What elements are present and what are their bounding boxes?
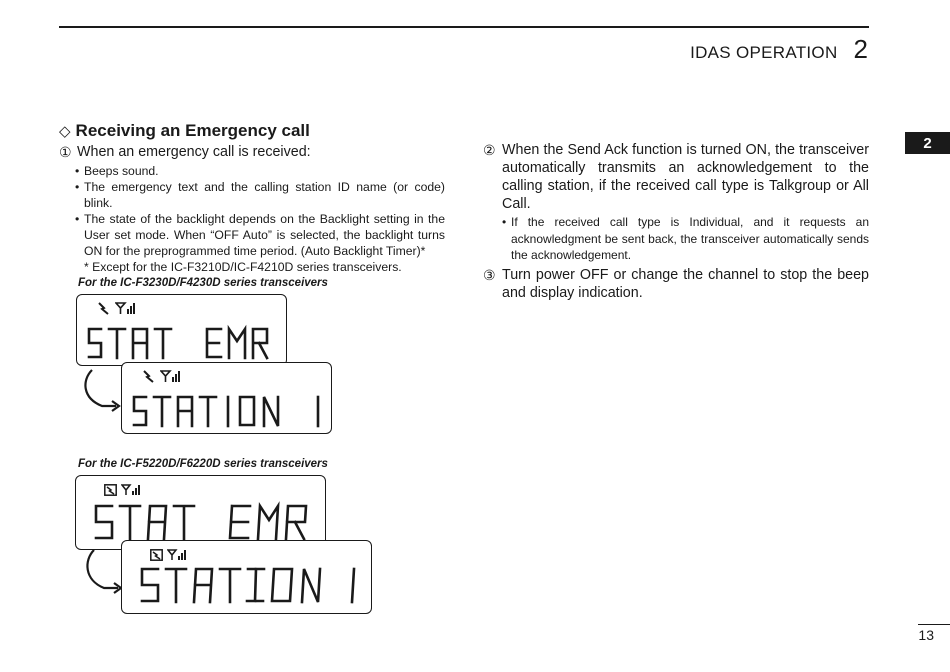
segment-display [92,502,317,542]
cycle-arrow-icon [82,548,124,594]
lightning-box-icon [104,484,117,496]
header-section-title: IDAS OPERATION [690,43,838,62]
figure-2-caption: For the IC-F5220D/F6220D series transceivers [78,458,328,470]
step-2-bullets [502,214,869,264]
antenna-signal-icon [121,484,141,496]
step-3 [483,266,869,302]
step-1-text: When an emergency call is received: [77,144,311,160]
lightning-box-icon [150,549,163,561]
signal-lightning-icon [142,369,156,383]
antenna-signal-icon [115,301,137,315]
bullet-item: • The state of the backlight depends on the Backlight setting in the User set mode. When “OFF Auto” is selected, the backlight turns ON for the preprogrammed time period. (Auto Backlight Timer)* [75,211,445,259]
step-2 [483,141,869,213]
footnote: * Except for the IC-F3210D/IC-F4210D series transceivers. [84,260,402,274]
antenna-signal-icon [167,549,187,561]
left-column [59,121,445,275]
bullet-item: • The emergency text and the calling station ID name (or code) blink. [75,179,445,211]
chapter-side-tab: 2 [905,132,950,154]
bullet-item: • If the received call type is Individual, and it requests an acknowledgment be sent back, the transceiver automatically sends the acknowledgement. [502,214,869,264]
step-1-number: ① [59,144,72,160]
signal-lightning-icon [97,301,111,315]
step-1 [59,143,445,161]
figure-1-caption: For the IC-F3230D/F4230D series transceivers [78,277,328,289]
step-2-number: ② [483,142,496,158]
step-2-text: When the Send Ack function is turned ON, the transceiver automatically transmits an acknowledgement to the calling station, if the received call type is Talkgroup or All Call. [502,142,869,212]
step-1-bullets [75,163,445,259]
header-chapter-number: 2 [853,34,868,64]
page-header [690,34,868,65]
right-column [483,141,869,302]
diamond-icon: ◇ [59,123,71,140]
antenna-signal-icon [160,369,182,383]
segment-display [132,393,327,429]
bullet-item: • Beeps sound. [75,163,445,179]
top-rule [59,26,869,28]
lcd-screen-station [121,540,372,614]
step-3-number: ③ [483,266,496,283]
segment-display [138,565,366,605]
section-heading [59,121,445,141]
page-number: 13 [918,627,934,643]
segment-display [87,325,277,361]
lcd-screen-stat-emr [75,475,326,550]
section-title: Receiving an Emergency call [75,121,310,140]
page-number-rule [918,624,950,625]
lcd-screen-stat-emr [76,294,287,366]
cycle-arrow-icon [80,368,122,412]
lcd-screen-station [121,362,332,434]
step-3-text: Turn power OFF or change the channel to stop the beep and display indication. [502,266,869,301]
